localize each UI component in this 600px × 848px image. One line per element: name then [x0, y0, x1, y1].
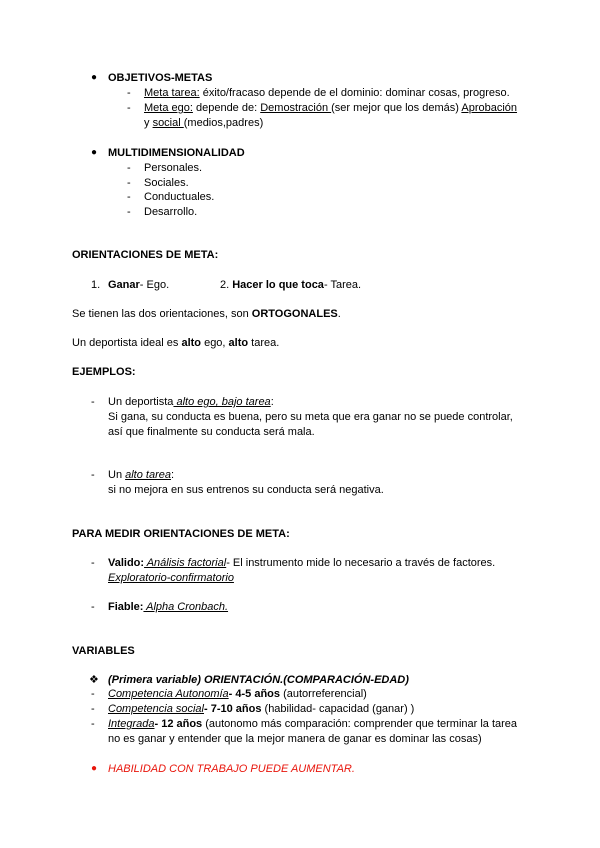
- list-item-meta-tarea: Meta tarea: éxito/fracaso depende de el dominio: dominar cosas, progreso.: [144, 87, 510, 99]
- list-item-meta-ego: Meta ego: depende de: Demostración (ser mejor que los demás) Aprobación: [144, 102, 518, 114]
- heading-multidimensionalidad: MULTIDIMENSIONALIDAD: [108, 147, 245, 159]
- bullet-icon: ●: [91, 763, 98, 774]
- heading-orientaciones: ORIENTACIONES DE META:: [72, 249, 219, 261]
- dash-icon: -: [91, 703, 95, 715]
- orientation-item-2: 2. Hacer lo que toca- Tarea.: [220, 279, 362, 291]
- dash-icon: -: [127, 191, 131, 203]
- dash-icon: -: [91, 718, 95, 730]
- list-item: Sociales.: [144, 177, 189, 189]
- heading-variables: VARIABLES: [72, 645, 135, 657]
- dash-icon: -: [127, 162, 131, 174]
- medir-valido-line2: Exploratorio-confirmatorio: [108, 572, 234, 584]
- variable-primera: (Primera variable) ORIENTACIÓN.(COMPARACIÓN-EDAD): [108, 674, 409, 686]
- orientation-item-1: Ganar- Ego.: [108, 279, 170, 291]
- dash-icon: -: [127, 87, 131, 99]
- variable-competencia-social: Competencia social- 7-10 años (habilidad- capacidad (ganar) ): [108, 703, 415, 715]
- heading-objetivos-metas: OBJETIVOS-METAS: [108, 72, 213, 84]
- example-1-line2: Si gana, su conducta es buena, pero su meta que era ganar no se puede controlar,: [108, 411, 513, 423]
- heading-ejemplos: EJEMPLOS:: [72, 366, 136, 378]
- list-number: 1.: [91, 279, 101, 291]
- diamond-bullet-icon: ❖: [89, 674, 99, 686]
- bullet-icon: ●: [91, 72, 98, 83]
- dash-icon: -: [91, 601, 95, 613]
- example-1: Un deportista alto ego, bajo tarea:: [108, 396, 274, 408]
- dash-icon: -: [127, 206, 131, 218]
- list-item-meta-ego-cont: y social (medios,padres): [144, 117, 264, 129]
- paragraph-ortogonales: Se tienen las dos orientaciones, son ORTOGONALES.: [72, 308, 341, 320]
- example-2-line2: si no mejora en sus entrenos su conducta será negativa.: [108, 484, 384, 496]
- dash-icon: -: [91, 557, 95, 569]
- paragraph-deportista-ideal: Un deportista ideal es alto ego, alto tarea.: [72, 337, 280, 349]
- list-item: Desarrollo.: [144, 206, 198, 218]
- example-2: Un alto tarea:: [108, 469, 175, 481]
- variable-integrada-line2: no es ganar y entender que la mejor manera de ganar es dominar las cosas): [108, 733, 482, 745]
- variable-integrada: Integrada- 12 años (autonomo más comparación: comprender que terminar la tarea: [108, 718, 518, 730]
- dash-icon: -: [127, 102, 131, 114]
- list-item: Conductuales.: [144, 191, 215, 203]
- dash-icon: -: [127, 177, 131, 189]
- dash-icon: -: [91, 688, 95, 700]
- medir-fiable: Fiable: Alpha Cronbach.: [108, 601, 229, 613]
- dash-icon: -: [91, 396, 95, 408]
- list-item: Personales.: [144, 162, 203, 174]
- example-1-line3: así que finalmente su conducta será mala.: [108, 426, 315, 438]
- variable-competencia-autonomia: Competencia Autonomía- 4-5 años (autorreferencial): [108, 688, 367, 700]
- heading-para-medir: PARA MEDIR ORIENTACIONES DE META:: [72, 528, 290, 540]
- medir-valido: Valido: Análisis factorial- El instrumento mide lo necesario a través de factores.: [108, 557, 496, 569]
- note-habilidad: HABILIDAD CON TRABAJO PUEDE AUMENTAR.: [108, 763, 355, 775]
- bullet-icon: ●: [91, 147, 98, 158]
- dash-icon: -: [91, 469, 95, 481]
